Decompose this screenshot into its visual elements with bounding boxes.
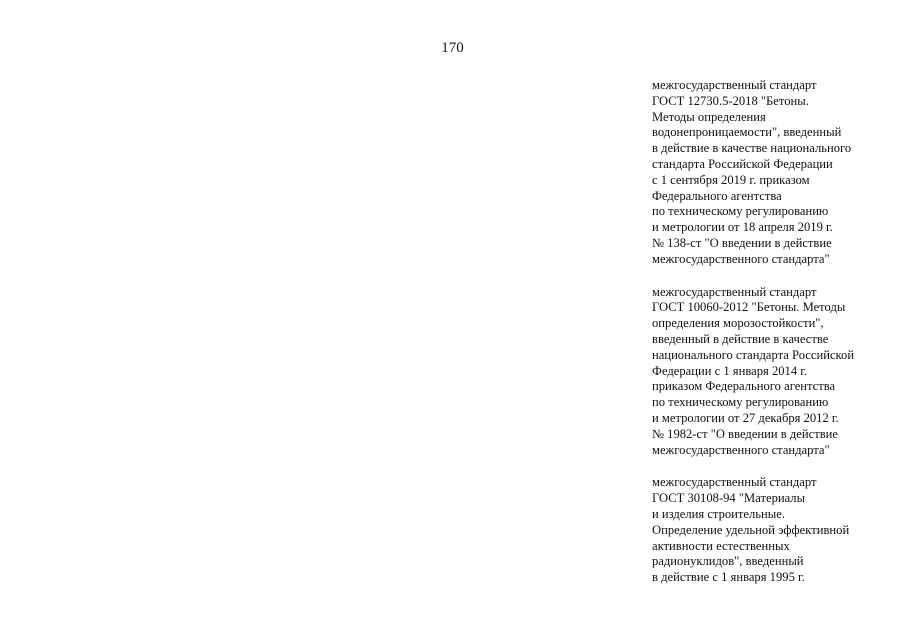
- text-line: межгосударственный стандарт: [652, 475, 817, 490]
- text-line: радионуклидов", введенный: [652, 554, 804, 569]
- text-line: национального стандарта Российской: [652, 347, 855, 362]
- standard-entry: [652, 285, 900, 459]
- text-column: [652, 78, 900, 603]
- text-line: с 1 сентября 2019 г. приказом: [652, 172, 810, 187]
- text-line: в действие с 1 января 1995 г.: [652, 570, 805, 585]
- text-line: по техническому регулированию: [652, 395, 829, 410]
- text-line: стандарта Российской Федерации: [652, 156, 833, 171]
- text-line: ГОСТ 30108-94 "Материалы: [652, 491, 806, 506]
- text-line: межгосударственного стандарта": [652, 251, 830, 266]
- text-line: ГОСТ 10060-2012 "Бетоны. Методы: [652, 300, 846, 315]
- text-line: и изделия строительные.: [652, 506, 785, 521]
- text-line: межгосударственный стандарт: [652, 284, 817, 299]
- text-line: ГОСТ 12730.5-2018 "Бетоны.: [652, 93, 809, 108]
- text-line: Федерального агентства: [652, 188, 782, 203]
- text-line: введенный в действие в качестве: [652, 331, 829, 346]
- text-line: по техническому регулированию: [652, 204, 829, 219]
- text-line: водонепроницаемости", введенный: [652, 125, 842, 140]
- text-line: межгосударственного стандарта": [652, 442, 830, 457]
- text-line: Определение удельной эффективной: [652, 522, 850, 537]
- text-line: в действие в качестве национального: [652, 141, 852, 156]
- text-line: и метрологии от 27 декабря 2012 г.: [652, 410, 839, 425]
- text-line: Методы определения: [652, 109, 766, 124]
- page-number: 170: [441, 40, 464, 56]
- text-line: определения морозостойкости",: [652, 316, 824, 331]
- standard-entry: [652, 475, 900, 586]
- text-line: приказом Федерального агентства: [652, 379, 836, 394]
- text-line: межгосударственный стандарт: [652, 78, 817, 92]
- text-line: Федерации с 1 января 2014 г.: [652, 363, 808, 378]
- text-line: и метрологии от 18 апреля 2019 г.: [652, 220, 833, 235]
- text-line: активности естественных: [652, 538, 790, 553]
- text-line: № 138-ст "О введении в действие: [652, 235, 832, 250]
- text-line: № 1982-ст "О введении в действие: [652, 426, 838, 441]
- standard-entry: [652, 78, 900, 268]
